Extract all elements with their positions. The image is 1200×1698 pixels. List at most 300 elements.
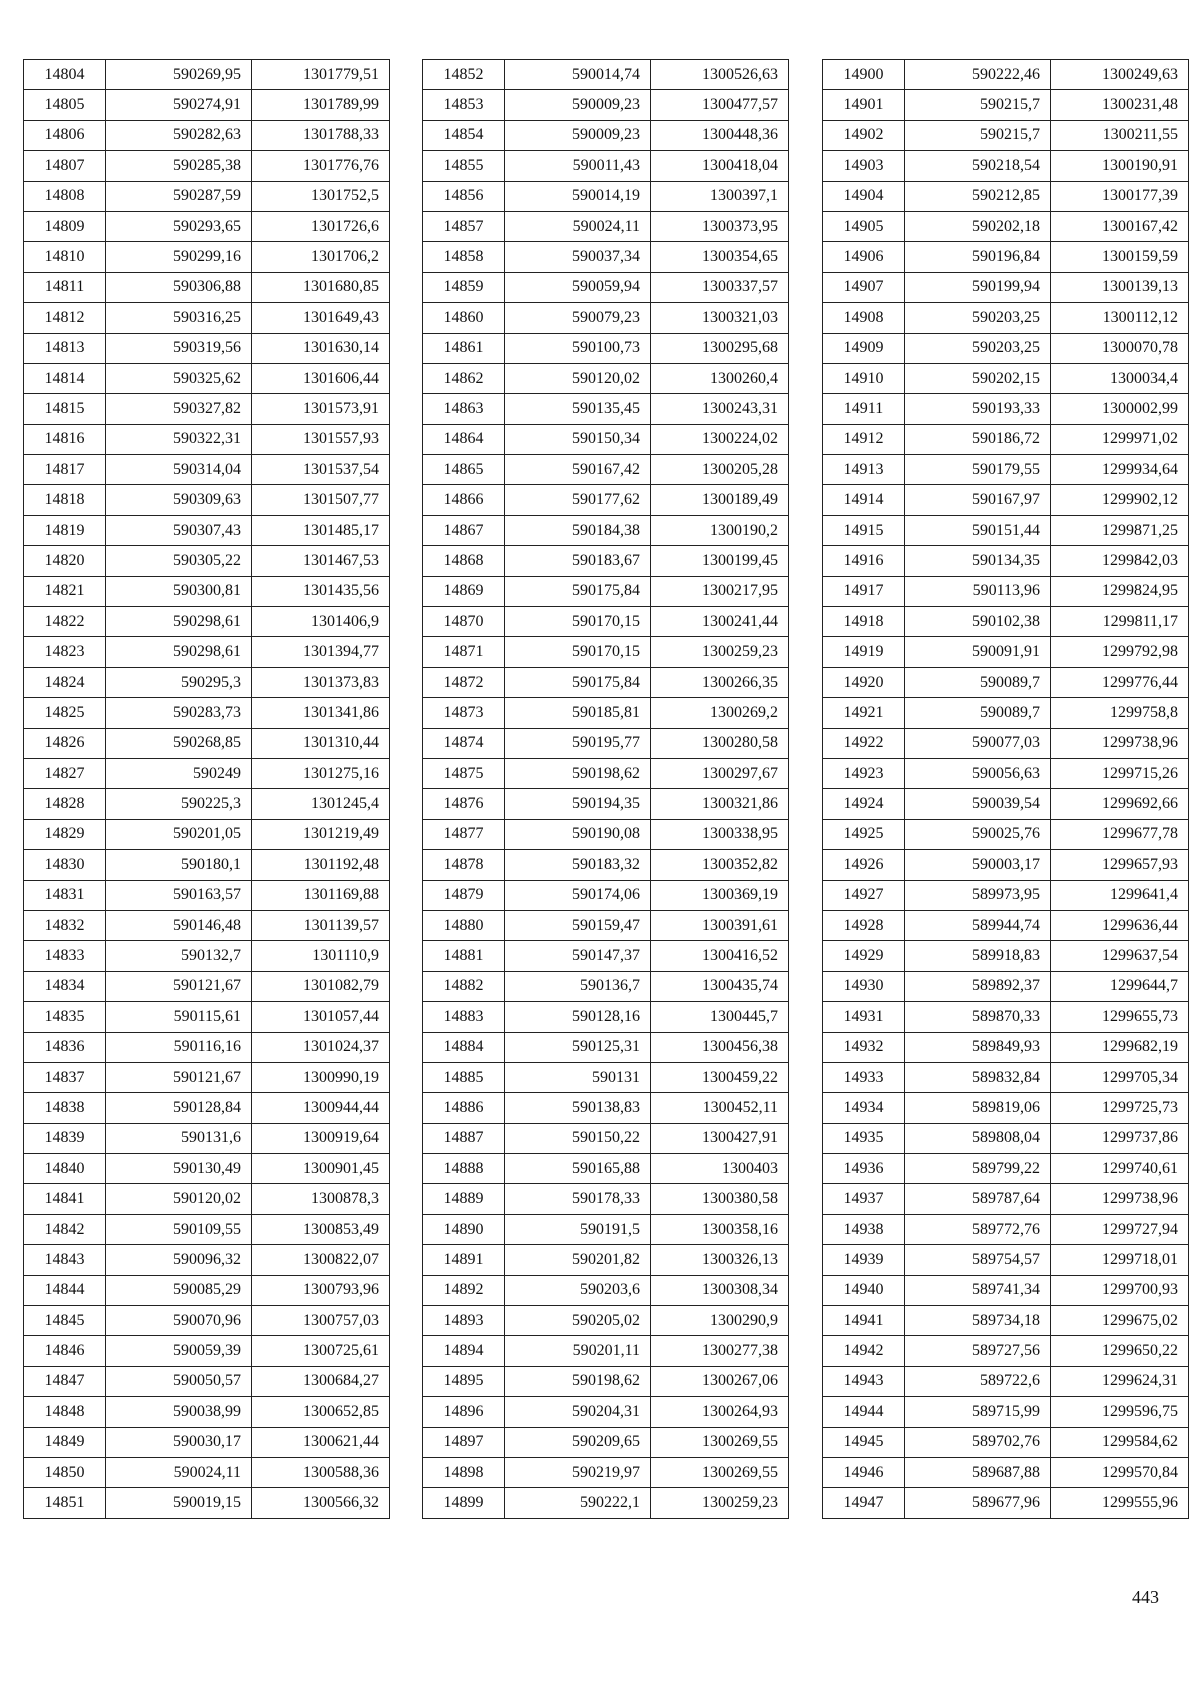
- table-row: [24, 1336, 390, 1366]
- point-number-cell: 14804: [24, 60, 106, 90]
- y-coordinate-cell: 1301024,37: [252, 1032, 390, 1062]
- point-number-cell: 14856: [423, 181, 505, 211]
- y-coordinate-cell: 1300034,4: [1051, 363, 1189, 393]
- y-coordinate-cell: 1300337,57: [651, 272, 789, 302]
- point-number-cell: 14932: [823, 1032, 905, 1062]
- point-number-cell: 14897: [423, 1427, 505, 1457]
- y-coordinate-cell: 1301406,9: [252, 607, 390, 637]
- table-row: [423, 1306, 789, 1336]
- table-row: [423, 1002, 789, 1032]
- y-coordinate-cell: 1300901,45: [252, 1154, 390, 1184]
- x-coordinate-cell: 590269,95: [106, 60, 252, 90]
- point-number-cell: 14839: [24, 1123, 106, 1153]
- point-number-cell: 14810: [24, 242, 106, 272]
- y-coordinate-cell: 1300352,82: [651, 850, 789, 880]
- point-number-cell: 14846: [24, 1336, 106, 1366]
- table-row: [423, 1397, 789, 1427]
- y-coordinate-cell: 1301341,86: [252, 698, 390, 728]
- table-row: [823, 1032, 1189, 1062]
- x-coordinate-cell: 589715,99: [905, 1397, 1051, 1427]
- table-row: [24, 607, 390, 637]
- y-coordinate-cell: 1299705,34: [1051, 1062, 1189, 1092]
- table-row: [823, 758, 1189, 788]
- y-coordinate-cell: 1301573,91: [252, 394, 390, 424]
- point-number-cell: 14821: [24, 576, 106, 606]
- x-coordinate-cell: 590132,7: [106, 941, 252, 971]
- point-number-cell: 14870: [423, 607, 505, 637]
- x-coordinate-cell: 589787,64: [905, 1184, 1051, 1214]
- table-row: [24, 1488, 390, 1518]
- y-coordinate-cell: 1301310,44: [252, 728, 390, 758]
- x-coordinate-cell: 590203,25: [905, 333, 1051, 363]
- x-coordinate-cell: 590175,84: [505, 576, 651, 606]
- table-row: [823, 455, 1189, 485]
- x-coordinate-cell: 590293,65: [106, 211, 252, 241]
- x-coordinate-cell: 590184,38: [505, 515, 651, 545]
- x-coordinate-cell: 590218,54: [905, 151, 1051, 181]
- x-coordinate-cell: 590196,84: [905, 242, 1051, 272]
- table-row: [24, 1214, 390, 1244]
- x-coordinate-cell: 590115,61: [106, 1002, 252, 1032]
- table-row: [823, 1306, 1189, 1336]
- table-row: [24, 60, 390, 90]
- point-number-cell: 14888: [423, 1154, 505, 1184]
- x-coordinate-cell: 590014,19: [505, 181, 651, 211]
- table-row: [24, 211, 390, 241]
- y-coordinate-cell: 1301789,99: [252, 90, 390, 120]
- y-coordinate-cell: 1300853,49: [252, 1214, 390, 1244]
- y-coordinate-cell: 1299934,64: [1051, 455, 1189, 485]
- x-coordinate-cell: 590113,96: [905, 576, 1051, 606]
- y-coordinate-cell: 1300260,4: [651, 363, 789, 393]
- x-coordinate-cell: 590056,63: [905, 758, 1051, 788]
- x-coordinate-cell: 590128,16: [505, 1002, 651, 1032]
- x-coordinate-cell: 590170,15: [505, 637, 651, 667]
- point-number-cell: 14871: [423, 637, 505, 667]
- point-number-cell: 14912: [823, 424, 905, 454]
- x-coordinate-cell: 590209,65: [505, 1427, 651, 1457]
- table-row: [823, 941, 1189, 971]
- table-row: [823, 819, 1189, 849]
- x-coordinate-cell: 589892,37: [905, 971, 1051, 1001]
- table-row: [423, 880, 789, 910]
- table-row: [423, 698, 789, 728]
- table-row: [423, 485, 789, 515]
- table-row: [823, 303, 1189, 333]
- table-row: [24, 1457, 390, 1487]
- y-coordinate-cell: 1300459,22: [651, 1062, 789, 1092]
- x-coordinate-cell: 590274,91: [106, 90, 252, 120]
- y-coordinate-cell: 1301706,2: [252, 242, 390, 272]
- point-number-cell: 14808: [24, 181, 106, 211]
- table-row: [423, 363, 789, 393]
- table-row: [823, 1366, 1189, 1396]
- point-number-cell: 14824: [24, 667, 106, 697]
- x-coordinate-cell: 590300,81: [106, 576, 252, 606]
- y-coordinate-cell: 1299657,93: [1051, 850, 1189, 880]
- table-row: [24, 333, 390, 363]
- y-coordinate-cell: 1300217,95: [651, 576, 789, 606]
- point-number-cell: 14825: [24, 698, 106, 728]
- x-coordinate-cell: 589973,95: [905, 880, 1051, 910]
- table-row: [24, 789, 390, 819]
- point-number-cell: 14910: [823, 363, 905, 393]
- x-coordinate-cell: 590136,7: [505, 971, 651, 1001]
- table-row: [823, 1275, 1189, 1305]
- table-row: [823, 90, 1189, 120]
- x-coordinate-cell: 590219,97: [505, 1457, 651, 1487]
- table-row: [823, 60, 1189, 90]
- table-row: [24, 151, 390, 181]
- x-coordinate-cell: 590194,35: [505, 789, 651, 819]
- y-coordinate-cell: 1300427,91: [651, 1123, 789, 1153]
- y-coordinate-cell: 1300269,2: [651, 698, 789, 728]
- point-number-cell: 14806: [24, 120, 106, 150]
- table-row: [423, 910, 789, 940]
- point-number-cell: 14844: [24, 1275, 106, 1305]
- table-row: [423, 60, 789, 90]
- y-coordinate-cell: 1300231,48: [1051, 90, 1189, 120]
- table-row: [24, 941, 390, 971]
- x-coordinate-cell: 590070,96: [106, 1306, 252, 1336]
- point-number-cell: 14881: [423, 941, 505, 971]
- coordinate-table-2: [422, 59, 789, 1519]
- x-coordinate-cell: 590199,94: [905, 272, 1051, 302]
- x-coordinate-cell: 590183,32: [505, 850, 651, 880]
- y-coordinate-cell: 1301630,14: [252, 333, 390, 363]
- x-coordinate-cell: 590204,31: [505, 1397, 651, 1427]
- table-row: [24, 728, 390, 758]
- table-row: [24, 181, 390, 211]
- point-number-cell: 14830: [24, 850, 106, 880]
- table-row: [24, 667, 390, 697]
- y-coordinate-cell: 1301680,85: [252, 272, 390, 302]
- table-row: [24, 455, 390, 485]
- point-number-cell: 14811: [24, 272, 106, 302]
- x-coordinate-cell: 590024,11: [505, 211, 651, 241]
- table-row: [423, 576, 789, 606]
- y-coordinate-cell: 1300391,61: [651, 910, 789, 940]
- y-coordinate-cell: 1300725,61: [252, 1336, 390, 1366]
- point-number-cell: 14906: [823, 242, 905, 272]
- table-row: [823, 1093, 1189, 1123]
- y-coordinate-cell: 1300822,07: [252, 1245, 390, 1275]
- x-coordinate-cell: 590198,62: [505, 1366, 651, 1396]
- point-number-cell: 14868: [423, 546, 505, 576]
- table-row: [24, 758, 390, 788]
- x-coordinate-cell: 590203,25: [905, 303, 1051, 333]
- table-row: [423, 181, 789, 211]
- x-coordinate-cell: 590201,82: [505, 1245, 651, 1275]
- y-coordinate-cell: 1301394,77: [252, 637, 390, 667]
- y-coordinate-cell: 1299740,61: [1051, 1154, 1189, 1184]
- table-row: [24, 910, 390, 940]
- point-number-cell: 14847: [24, 1366, 106, 1396]
- x-coordinate-cell: 590024,11: [106, 1457, 252, 1487]
- x-coordinate-cell: 590030,17: [106, 1427, 252, 1457]
- table-row: [823, 1245, 1189, 1275]
- point-number-cell: 14835: [24, 1002, 106, 1032]
- table-row: [823, 242, 1189, 272]
- point-number-cell: 14925: [823, 819, 905, 849]
- y-coordinate-cell: 1300566,32: [252, 1488, 390, 1518]
- x-coordinate-cell: 590295,3: [106, 667, 252, 697]
- x-coordinate-cell: 590134,35: [905, 546, 1051, 576]
- y-coordinate-cell: 1300403: [651, 1154, 789, 1184]
- y-coordinate-cell: 1300167,42: [1051, 211, 1189, 241]
- y-coordinate-cell: 1300112,12: [1051, 303, 1189, 333]
- point-number-cell: 14814: [24, 363, 106, 393]
- page-number: 443: [1132, 1587, 1159, 1607]
- point-number-cell: 14861: [423, 333, 505, 363]
- x-coordinate-cell: 590150,22: [505, 1123, 651, 1153]
- point-number-cell: 14858: [423, 242, 505, 272]
- y-coordinate-cell: 1300002,99: [1051, 394, 1189, 424]
- y-coordinate-cell: 1301649,43: [252, 303, 390, 333]
- y-coordinate-cell: 1300452,11: [651, 1093, 789, 1123]
- x-coordinate-cell: 590190,08: [505, 819, 651, 849]
- point-number-cell: 14816: [24, 424, 106, 454]
- y-coordinate-cell: 1301507,77: [252, 485, 390, 515]
- y-coordinate-cell: 1300321,03: [651, 303, 789, 333]
- table-row: [423, 1184, 789, 1214]
- point-number-cell: 14887: [423, 1123, 505, 1153]
- point-number-cell: 14928: [823, 910, 905, 940]
- table-row: [24, 363, 390, 393]
- x-coordinate-cell: 590167,97: [905, 485, 1051, 515]
- point-number-cell: 14917: [823, 576, 905, 606]
- table-row: [823, 424, 1189, 454]
- y-coordinate-cell: 1300757,03: [252, 1306, 390, 1336]
- y-coordinate-cell: 1300269,55: [651, 1427, 789, 1457]
- y-coordinate-cell: 1300445,7: [651, 1002, 789, 1032]
- x-coordinate-cell: 590039,54: [905, 789, 1051, 819]
- point-number-cell: 14860: [423, 303, 505, 333]
- x-coordinate-cell: 589754,57: [905, 1245, 1051, 1275]
- point-number-cell: 14902: [823, 120, 905, 150]
- point-number-cell: 14933: [823, 1062, 905, 1092]
- x-coordinate-cell: 590121,67: [106, 1062, 252, 1092]
- x-coordinate-cell: 590011,43: [505, 151, 651, 181]
- table-row: [24, 242, 390, 272]
- x-coordinate-cell: 590121,67: [106, 971, 252, 1001]
- x-coordinate-cell: 590249: [106, 758, 252, 788]
- point-number-cell: 14874: [423, 728, 505, 758]
- y-coordinate-cell: 1300588,36: [252, 1457, 390, 1487]
- table-row: [24, 394, 390, 424]
- table-row: [823, 789, 1189, 819]
- y-coordinate-cell: 1299718,01: [1051, 1245, 1189, 1275]
- point-number-cell: 14927: [823, 880, 905, 910]
- x-coordinate-cell: 590314,04: [106, 455, 252, 485]
- y-coordinate-cell: 1300416,52: [651, 941, 789, 971]
- y-coordinate-cell: 1300259,23: [651, 637, 789, 667]
- point-number-cell: 14924: [823, 789, 905, 819]
- x-coordinate-cell: 590163,57: [106, 880, 252, 910]
- x-coordinate-cell: 590203,6: [505, 1275, 651, 1305]
- y-coordinate-cell: 1300290,9: [651, 1306, 789, 1336]
- y-coordinate-cell: 1301779,51: [252, 60, 390, 90]
- y-coordinate-cell: 1300369,19: [651, 880, 789, 910]
- x-coordinate-cell: 590059,39: [106, 1336, 252, 1366]
- point-number-cell: 14812: [24, 303, 106, 333]
- table-row: [24, 1245, 390, 1275]
- point-number-cell: 14913: [823, 455, 905, 485]
- x-coordinate-cell: 589734,18: [905, 1306, 1051, 1336]
- point-number-cell: 14904: [823, 181, 905, 211]
- x-coordinate-cell: 590130,49: [106, 1154, 252, 1184]
- x-coordinate-cell: 589727,56: [905, 1336, 1051, 1366]
- point-number-cell: 14837: [24, 1062, 106, 1092]
- x-coordinate-cell: 590009,23: [505, 90, 651, 120]
- point-number-cell: 14850: [24, 1457, 106, 1487]
- y-coordinate-cell: 1301110,9: [252, 941, 390, 971]
- y-coordinate-cell: 1299971,02: [1051, 424, 1189, 454]
- table-row: [423, 1093, 789, 1123]
- y-coordinate-cell: 1301082,79: [252, 971, 390, 1001]
- point-number-cell: 14907: [823, 272, 905, 302]
- x-coordinate-cell: 590202,18: [905, 211, 1051, 241]
- table-row: [24, 272, 390, 302]
- y-coordinate-cell: 1300338,95: [651, 819, 789, 849]
- y-coordinate-cell: 1301485,17: [252, 515, 390, 545]
- x-coordinate-cell: 590185,81: [505, 698, 651, 728]
- point-number-cell: 14889: [423, 1184, 505, 1214]
- x-coordinate-cell: 590038,99: [106, 1397, 252, 1427]
- table-row: [423, 789, 789, 819]
- point-number-cell: 14859: [423, 272, 505, 302]
- table-row: [823, 1184, 1189, 1214]
- x-coordinate-cell: 590316,25: [106, 303, 252, 333]
- x-coordinate-cell: 590102,38: [905, 607, 1051, 637]
- point-number-cell: 14921: [823, 698, 905, 728]
- y-coordinate-cell: 1300684,27: [252, 1366, 390, 1396]
- table-row: [823, 698, 1189, 728]
- table-row: [24, 971, 390, 1001]
- x-coordinate-cell: 590025,76: [905, 819, 1051, 849]
- table-row: [823, 485, 1189, 515]
- x-coordinate-cell: 590305,22: [106, 546, 252, 576]
- x-coordinate-cell: 590179,55: [905, 455, 1051, 485]
- x-coordinate-cell: 590079,23: [505, 303, 651, 333]
- y-coordinate-cell: 1301435,56: [252, 576, 390, 606]
- y-coordinate-cell: 1299725,73: [1051, 1093, 1189, 1123]
- point-number-cell: 14841: [24, 1184, 106, 1214]
- x-coordinate-cell: 590091,91: [905, 637, 1051, 667]
- y-coordinate-cell: 1300380,58: [651, 1184, 789, 1214]
- table-row: [423, 1366, 789, 1396]
- table-row: [24, 120, 390, 150]
- table-row: [823, 181, 1189, 211]
- point-number-cell: 14934: [823, 1093, 905, 1123]
- y-coordinate-cell: 1301557,93: [252, 424, 390, 454]
- table-row: [823, 333, 1189, 363]
- y-coordinate-cell: 1300477,57: [651, 90, 789, 120]
- table-row: [823, 910, 1189, 940]
- y-coordinate-cell: 1300190,2: [651, 515, 789, 545]
- table-row: [823, 1002, 1189, 1032]
- x-coordinate-cell: 590077,03: [905, 728, 1051, 758]
- y-coordinate-cell: 1300224,02: [651, 424, 789, 454]
- x-coordinate-cell: 590131,6: [106, 1123, 252, 1153]
- table-row: [24, 1093, 390, 1123]
- point-number-cell: 14947: [823, 1488, 905, 1518]
- point-number-cell: 14875: [423, 758, 505, 788]
- x-coordinate-cell: 590201,11: [505, 1336, 651, 1366]
- point-number-cell: 14892: [423, 1275, 505, 1305]
- point-number-cell: 14883: [423, 1002, 505, 1032]
- point-number-cell: 14893: [423, 1306, 505, 1336]
- point-number-cell: 14944: [823, 1397, 905, 1427]
- point-number-cell: 14836: [24, 1032, 106, 1062]
- point-number-cell: 14894: [423, 1336, 505, 1366]
- x-coordinate-cell: 590150,34: [505, 424, 651, 454]
- table-row: [823, 151, 1189, 181]
- y-coordinate-cell: 1300189,49: [651, 485, 789, 515]
- table-row: [823, 546, 1189, 576]
- y-coordinate-cell: 1299655,73: [1051, 1002, 1189, 1032]
- x-coordinate-cell: 590306,88: [106, 272, 252, 302]
- table-row: [423, 333, 789, 363]
- x-coordinate-cell: 590003,17: [905, 850, 1051, 880]
- x-coordinate-cell: 590222,1: [505, 1488, 651, 1518]
- table-row: [24, 1275, 390, 1305]
- x-coordinate-cell: 590109,55: [106, 1214, 252, 1244]
- x-coordinate-cell: 589870,33: [905, 1002, 1051, 1032]
- point-number-cell: 14862: [423, 363, 505, 393]
- point-number-cell: 14908: [823, 303, 905, 333]
- table-row: [24, 1002, 390, 1032]
- point-number-cell: 14832: [24, 910, 106, 940]
- x-coordinate-cell: 590225,3: [106, 789, 252, 819]
- table-row: [823, 1336, 1189, 1366]
- x-coordinate-cell: 590059,94: [505, 272, 651, 302]
- table-row: [423, 1275, 789, 1305]
- x-coordinate-cell: 590096,32: [106, 1245, 252, 1275]
- y-coordinate-cell: 1300793,96: [252, 1275, 390, 1305]
- table-row: [423, 242, 789, 272]
- x-coordinate-cell: 590165,88: [505, 1154, 651, 1184]
- y-coordinate-cell: 1299738,96: [1051, 728, 1189, 758]
- y-coordinate-cell: 1301537,54: [252, 455, 390, 485]
- table-row: [423, 1427, 789, 1457]
- y-coordinate-cell: 1301788,33: [252, 120, 390, 150]
- table-row: [24, 819, 390, 849]
- x-coordinate-cell: 590019,15: [106, 1488, 252, 1518]
- y-coordinate-cell: 1301373,83: [252, 667, 390, 697]
- x-coordinate-cell: 590131: [505, 1062, 651, 1092]
- x-coordinate-cell: 590282,63: [106, 120, 252, 150]
- x-coordinate-cell: 590180,1: [106, 850, 252, 880]
- y-coordinate-cell: 1299715,26: [1051, 758, 1189, 788]
- y-coordinate-cell: 1300139,13: [1051, 272, 1189, 302]
- y-coordinate-cell: 1299776,44: [1051, 667, 1189, 697]
- y-coordinate-cell: 1301057,44: [252, 1002, 390, 1032]
- table-row: [423, 272, 789, 302]
- table-row: [24, 1366, 390, 1396]
- point-number-cell: 14809: [24, 211, 106, 241]
- point-number-cell: 14815: [24, 394, 106, 424]
- table-row: [423, 1062, 789, 1092]
- table-row: [823, 637, 1189, 667]
- y-coordinate-cell: 1300267,06: [651, 1366, 789, 1396]
- y-coordinate-cell: 1300241,44: [651, 607, 789, 637]
- y-coordinate-cell: 1300297,67: [651, 758, 789, 788]
- table-row: [24, 1123, 390, 1153]
- x-coordinate-cell: 589832,84: [905, 1062, 1051, 1092]
- y-coordinate-cell: 1301467,53: [252, 546, 390, 576]
- y-coordinate-cell: 1300205,28: [651, 455, 789, 485]
